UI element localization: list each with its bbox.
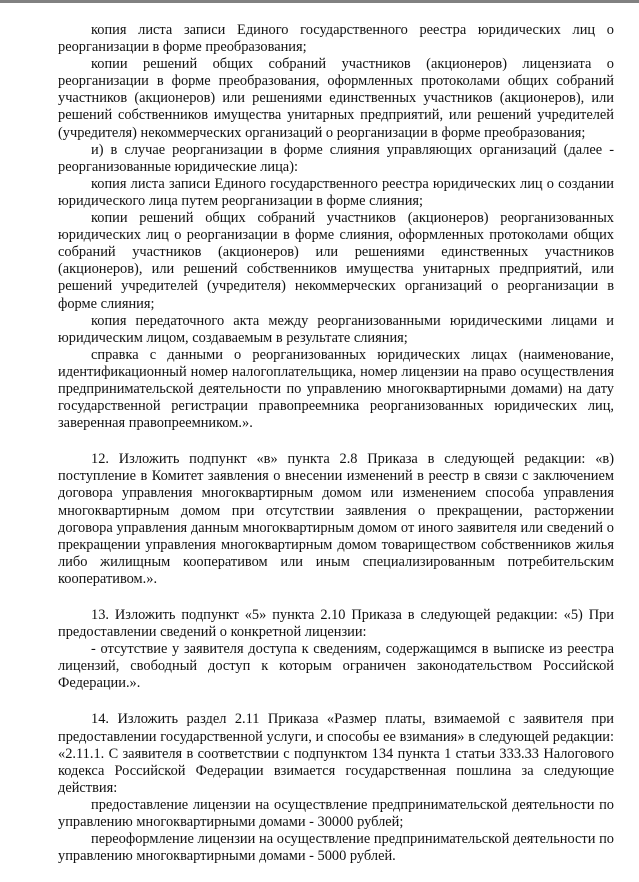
paragraph-fee-license-grant: предоставление лицензии на осуществление предпринимательской деятельности по управлению многоквартирными домами - 30000 рублей; <box>58 796 614 831</box>
paragraph-item-13-dash: - отсутствие у заявителя доступа к сведениям, содержащимся в выписке из реестра лицензий, свободный доступ к которым ограничен законодательством Российской Федерации.». <box>58 641 614 692</box>
paragraph-certificate: справка с данными о реорганизованных юридических лицах (наименование, идентификационный номер налогоплательщика, номер лицензии на право осуществления предпринимательской деятельности по управлению многоквартирными домами) на дату государственной регистрации правопреемника реорганизованных юридических лиц, заверенная правопреемником.». <box>58 346 614 432</box>
document-page <box>58 22 614 865</box>
paragraph-egrul-sheet-merger: копия листа записи Единого государственного реестра юридических лиц о создании юридического лица путем реорганизации в форме слияния; <box>58 175 614 209</box>
paragraph-decisions-merger: копии решений общих собраний участников (акционеров) реорганизованных юридических лиц о реорганизации в форме слияния, оформленных протоколами общих собраний участников (акционеров) или решениями единственных участников (акционеров), или решений собственников имущества унитарных предприятий, или решений учредителей (учредителя) некоммерческих организаций о реорганизации в форме слияния; <box>58 210 614 312</box>
paragraph-fee-license-reissue: переоформление лицензии на осуществление предпринимательской деятельности по управлению многоквартирными домами - 5000 рублей. <box>58 831 614 865</box>
paragraph-item-13: 13. Изложить подпункт «5» пункта 2.10 Приказа в следующей редакции: «5) При предоставлении сведений о конкретной лицензии: <box>58 607 614 641</box>
top-edge-rule <box>0 0 639 3</box>
paragraph-egrul-sheet-transformation: копия листа записи Единого государственного реестра юридических лиц о реорганизации в форме преобразования; <box>58 22 614 56</box>
paragraph-decisions-transformation: копии решений общих собраний участников (акционеров) лицензиата о реорганизации в форме преобразования, оформленных протоколами общих собраний участников (акционеров) или решениями единственных участников (акционеров), или решений собственников имущества унитарных предприятий, или решений учредителей (учредителя) некоммерческих организаций о реорганизации в форме преобразования; <box>58 56 614 141</box>
paragraph-item-12: 12. Изложить подпункт «в» пункта 2.8 Приказа в следующей редакции: «в) поступление в Комитет заявления о внесении изменений в реестр в связи с заключением договора управления многоквартирным домом или изменением способа управления многоквартирным домом при отсутствии заявления о прекращении, расторжении договора управления данным многоквартирным домом от иного заявителя или сведений о прекращении управления многоквартирным домом товариществом собственников жилья либо жилищным кооперативом или иным специализированным потребительским кооперативом.». <box>58 451 614 587</box>
paragraph-item-14: 14. Изложить раздел 2.11 Приказа «Размер платы, взимаемой с заявителя при предоставлении государственной услуги, и способы ее взимания» в следующей редакции: «2.11.1. С заявителя в соответствии с подпунктом 134 пункта 1 статьи 333.33 Налогового кодекса Российской Федерации взимается государственная пошлина за следующие действия: <box>58 711 614 796</box>
paragraph-transfer-act: копия передаточного акта между реорганизованными юридическими лицами и юридическим лицом, создаваемым в результате слияния; <box>58 312 614 346</box>
paragraph-item-i-merger: и) в случае реорганизации в форме слияния управляющих организаций (далее - реорганизованные юридические лица): <box>58 141 614 175</box>
